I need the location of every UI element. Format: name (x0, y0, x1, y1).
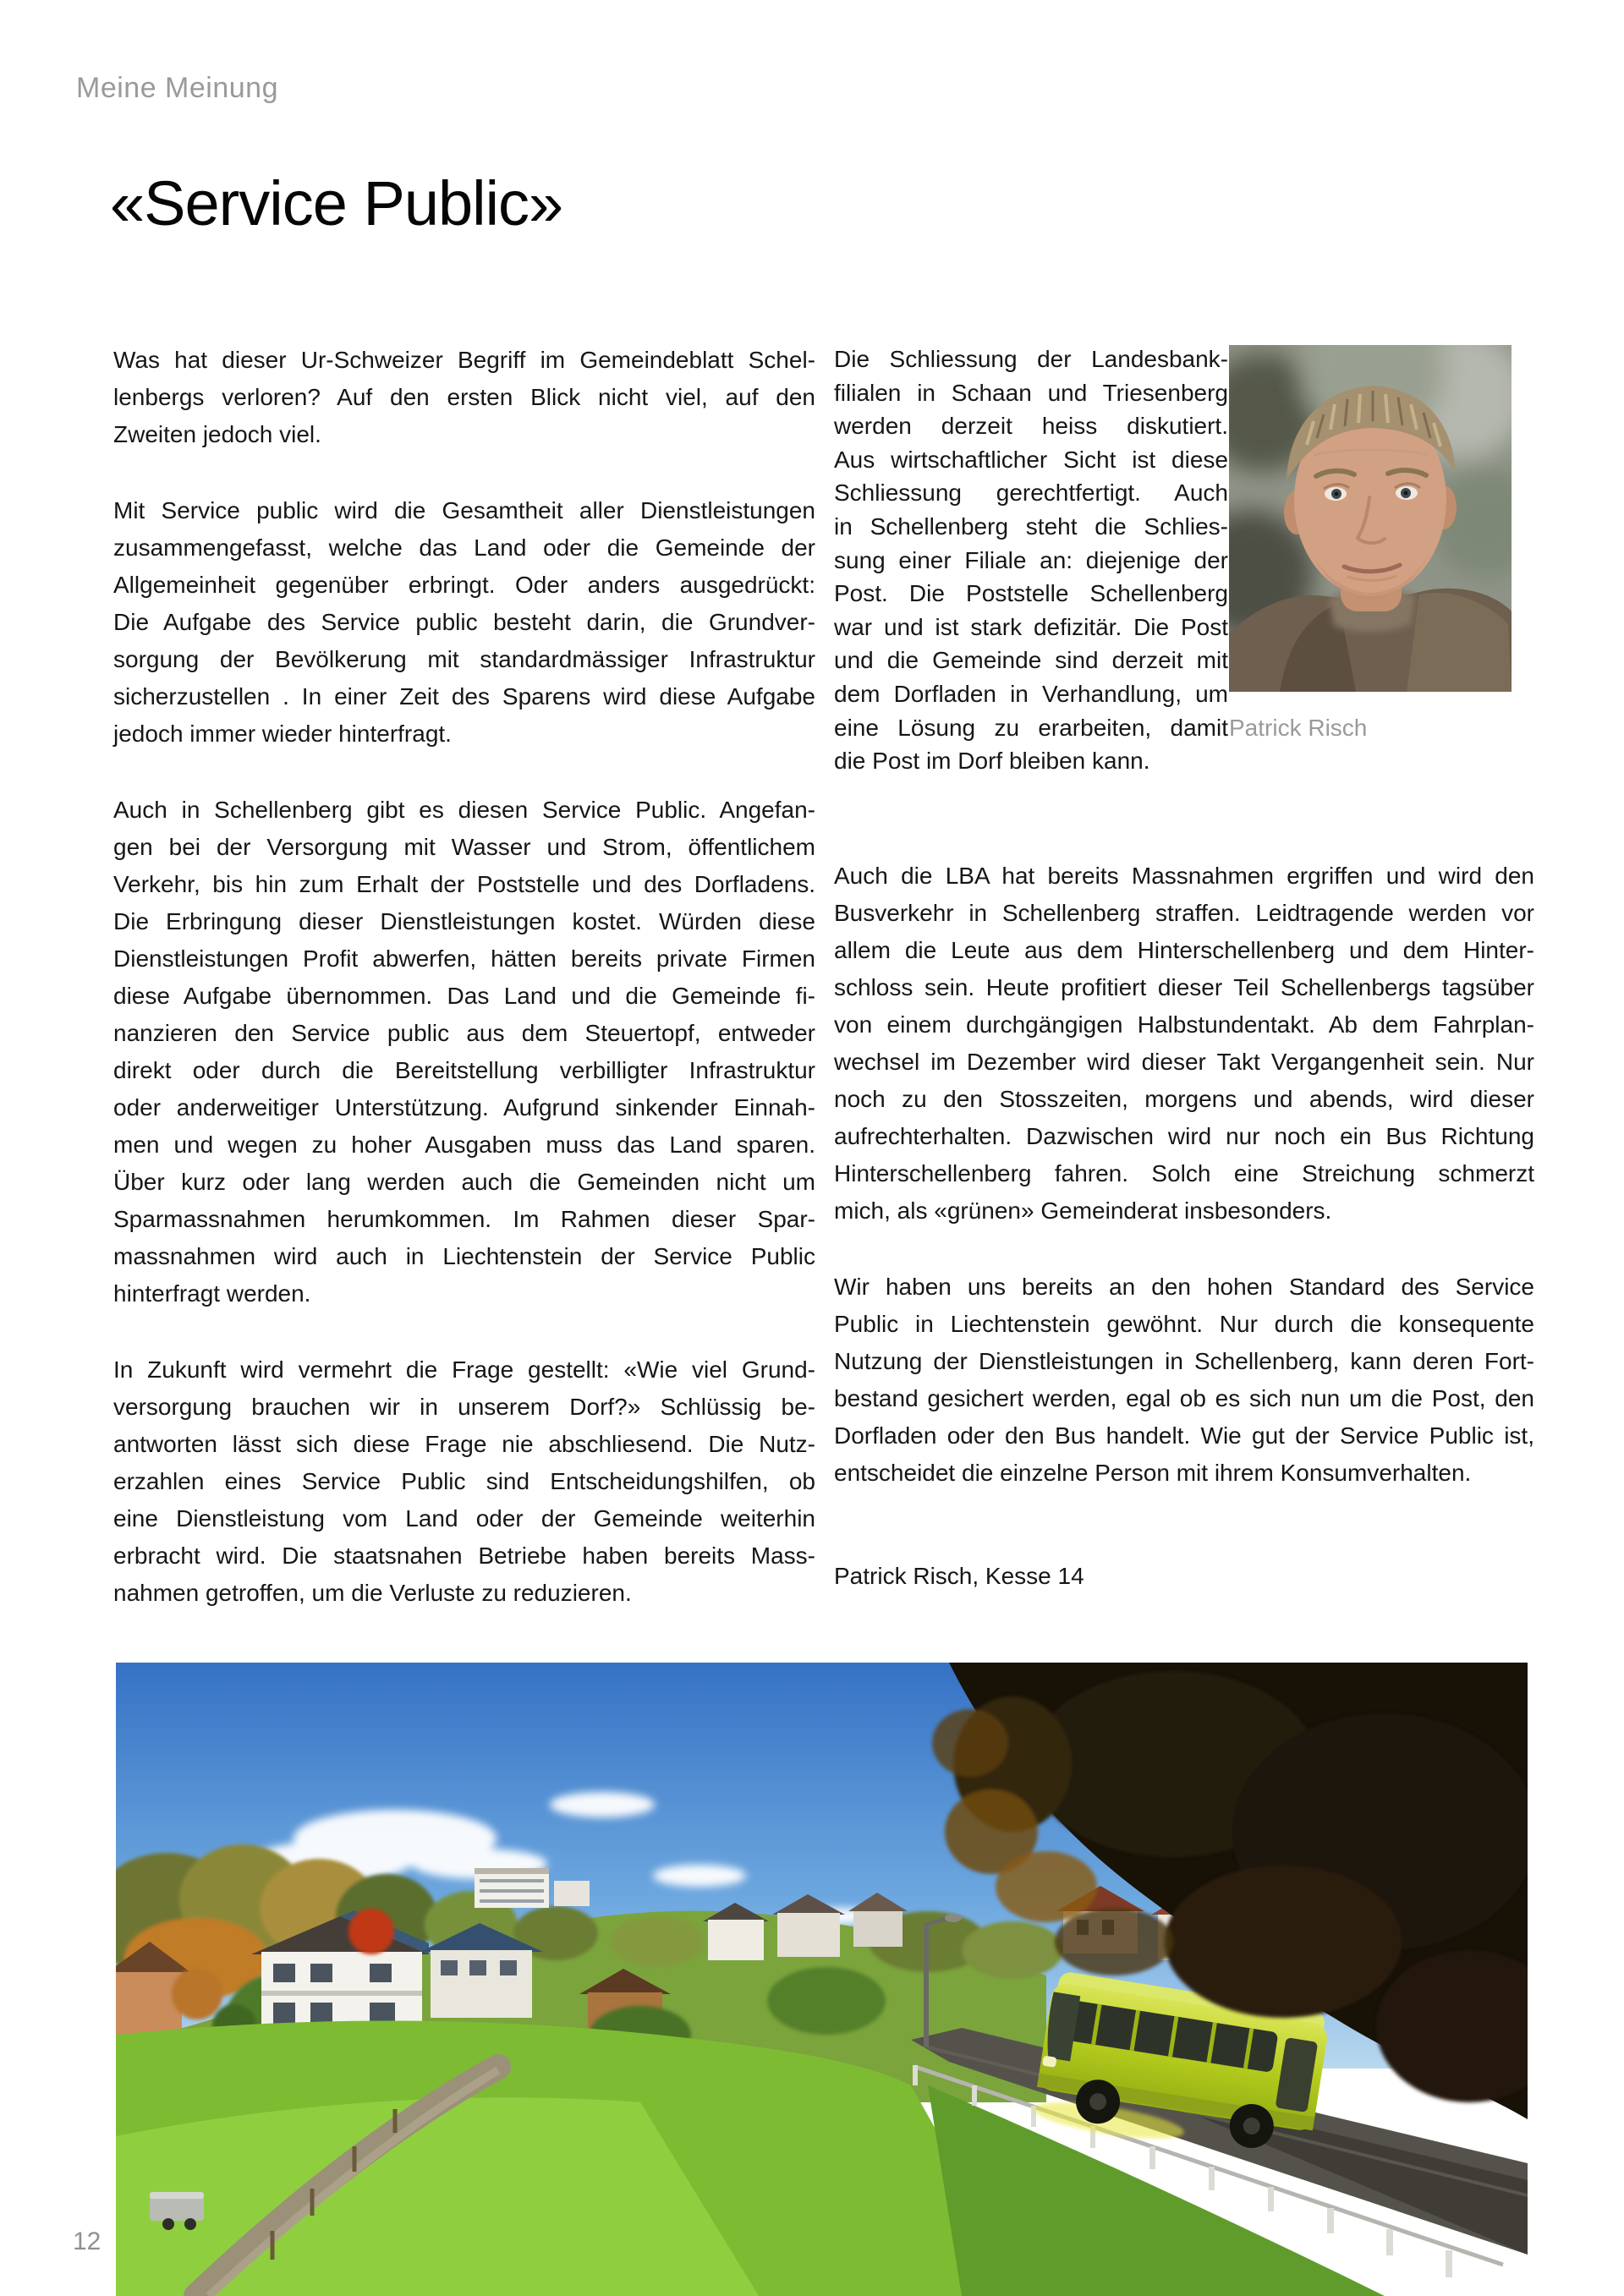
text-line: zusammengefasst, welche das Land oder die Gemeinde der (113, 534, 815, 561)
text-line: schloss sein. Heute profitiert dieser Teil Schellenbergs tagsüber (834, 974, 1534, 1000)
village-photo (116, 1663, 1528, 2296)
text-line: aufrechterhalten. Dazwischen wird nur noch ein Bus Richtung (834, 1123, 1534, 1149)
section-kicker: Meine Meinung (76, 72, 278, 104)
text-line: direkt oder durch die Bereitstellung verbilligter Infrastruktur (113, 1057, 815, 1083)
text-line: erbracht wird. Die staatsnahen Betriebe haben bereits Mass- (113, 1543, 815, 1569)
text-line: Post. Die Poststelle Schellenberg (834, 580, 1228, 607)
text-line: Auch die LBA hat bereits Massnahmen ergriffen und wird den (834, 863, 1534, 889)
text-line: noch zu den Stosszeiten, morgens und abends, wird dieser (834, 1086, 1534, 1112)
text-line: Die Erbringung dieser Dienstleistungen kostet. Würden diese (113, 908, 815, 934)
text-line: Zweiten jedoch viel. (113, 421, 321, 447)
text-line: werden derzeit heiss diskutiert. (834, 413, 1228, 440)
left-text-column (113, 342, 815, 1612)
text-line: Dienstleistungen Profit abwerfen, hätten bereits private Firmen (113, 945, 815, 972)
paragraph (113, 342, 815, 453)
paragraph (113, 1351, 815, 1612)
portrait-photo-image (1229, 345, 1512, 692)
right-text-column-narrow (834, 342, 1228, 778)
text-line: war und ist stark defizitär. Die Post (834, 613, 1228, 640)
text-line: lenbergs verloren? Auf den ersten Blick nicht viel, auf den (113, 384, 815, 410)
text-line: Aus wirtschaftlicher Sicht ist diese (834, 446, 1228, 473)
text-line: versorgung brauchen wir in unserem Dorf?» Schlüssig be- (113, 1394, 815, 1420)
text-line: nanzieren den Service public aus dem Steuertopf, entweder (113, 1020, 815, 1046)
paragraph (834, 1269, 1534, 1492)
text-line: und die Gemeinde sind derzeit mit (834, 647, 1228, 674)
text-line: mich, als «grünen» Gemeinderat insbesonders. (834, 1197, 1332, 1224)
page-number: 12 (73, 2228, 102, 2255)
text-line: Die Aufgabe des Service public besteht darin, die Grundver- (113, 609, 815, 635)
text-line: allem die Leute aus dem Hinterschellenberg und dem Hinter- (834, 937, 1534, 963)
paragraph (113, 792, 815, 1312)
text-line: Die Schliessung der Landesbank- (834, 346, 1228, 372)
text-line: Wir haben uns bereits an den hohen Standard des Service (834, 1274, 1534, 1300)
portrait-photo (1229, 345, 1512, 692)
text-line: Was hat dieser Ur-Schweizer Begriff im Gemeindeblatt Schel- (113, 347, 815, 373)
text-line: Sparmassnahmen herumkommen. Im Rahmen dieser Spar- (113, 1206, 815, 1232)
text-line: Mit Service public wird die Gesamtheit aller Dienstleistungen (113, 497, 815, 523)
author-signature: Patrick Risch, Kesse 14 (834, 1563, 1084, 1589)
text-line: eine Dienstleistung vom Land oder der Gemeinde weiterhin (113, 1505, 815, 1532)
text-line: in Schellenberg steht die Schlies- (834, 512, 1228, 540)
portrait-caption: Patrick Risch (1229, 715, 1368, 741)
text-line: men und wegen zu hoher Ausgaben muss das Land sparen. (113, 1132, 815, 1158)
text-line: diese Aufgabe übernommen. Das Land und die Gemeinde fi- (113, 983, 815, 1009)
text-line: hinterfragt werden. (113, 1280, 311, 1307)
text-line: Auch in Schellenberg gibt es diesen Service Public. Angefan- (113, 797, 815, 823)
text-line: von einem durchgängigen Halbstundentakt. Ab dem Fahrplan- (834, 1011, 1534, 1038)
text-line: Busverkehr in Schellenberg straffen. Leidtragende werden vor (834, 900, 1534, 926)
text-line: sicherzustellen . In einer Zeit des Sparens wird diese Aufgabe (113, 683, 815, 710)
text-line: die Post im Dorf bleiben kann. (834, 748, 1150, 775)
text-line: filialen in Schaan und Triesenberg (834, 379, 1228, 406)
text-line: jedoch immer wieder hinterfragt. (113, 721, 452, 747)
text-line: Allgemeinheit gegenüber erbringt. Oder anders ausgedrückt: (113, 572, 815, 598)
text-line: Über kurz oder lang werden auch die Gemeinden nicht um (113, 1169, 815, 1195)
paragraph (834, 858, 1534, 1230)
text-line: Public in Liechtenstein gewöhnt. Nur durch die konsequente (834, 1311, 1534, 1337)
village-photo-image (116, 1663, 1528, 2296)
text-line: In Zukunft wird vermehrt die Frage gestellt: «Wie viel Grund- (113, 1356, 815, 1383)
text-line: bestand gesichert werden, egal ob es sich nun um die Post, den (834, 1385, 1534, 1411)
paragraph (113, 492, 815, 753)
text-line: Hinterschellenberg fahren. Solch eine Streichung schmerzt (834, 1160, 1534, 1186)
text-line: nahmen getroffen, um die Verluste zu reduzieren. (113, 1580, 632, 1606)
text-line: eine Lösung zu erarbeiten, damit (834, 714, 1228, 741)
text-line: sorgung der Bevölkerung mit standardmässiger Infrastruktur (113, 646, 815, 672)
text-line: sung einer Filiale an: diejenige der (834, 546, 1228, 573)
text-line: wechsel im Dezember wird dieser Takt Vergangenheit sein. Nur (834, 1049, 1534, 1075)
text-line: Nutzung der Dienstleistungen in Schellenberg, kann deren Fort- (834, 1348, 1534, 1374)
text-line: dem Dorfladen in Verhandlung, um (834, 680, 1228, 707)
text-line: antworten lässt sich diese Frage nie abschliesend. Die Nutz- (113, 1431, 815, 1457)
text-line: entscheidet die einzelne Person mit ihrem Konsumverhalten. (834, 1460, 1472, 1486)
text-line: Dorfladen oder den Bus handelt. Wie gut der Service Public ist, (834, 1422, 1534, 1449)
text-line: massnahmen wird auch in Liechtenstein der Service Public (113, 1243, 815, 1269)
text-line: Schliessung gerechtfertigt. Auch (834, 479, 1228, 507)
right-text-column (834, 858, 1534, 1492)
text-line: gen bei der Versorgung mit Wasser und Strom, öffentlichem (113, 834, 815, 860)
text-line: Verkehr, bis hin zum Erhalt der Poststelle und des Dorfladens. (113, 871, 815, 897)
text-line: erzahlen eines Service Public sind Entscheidungshilfen, ob (113, 1468, 815, 1494)
text-line: oder anderweitiger Unterstützung. Aufgrund sinkender Einnah- (113, 1094, 815, 1121)
article-title: «Service Public» (110, 168, 563, 238)
